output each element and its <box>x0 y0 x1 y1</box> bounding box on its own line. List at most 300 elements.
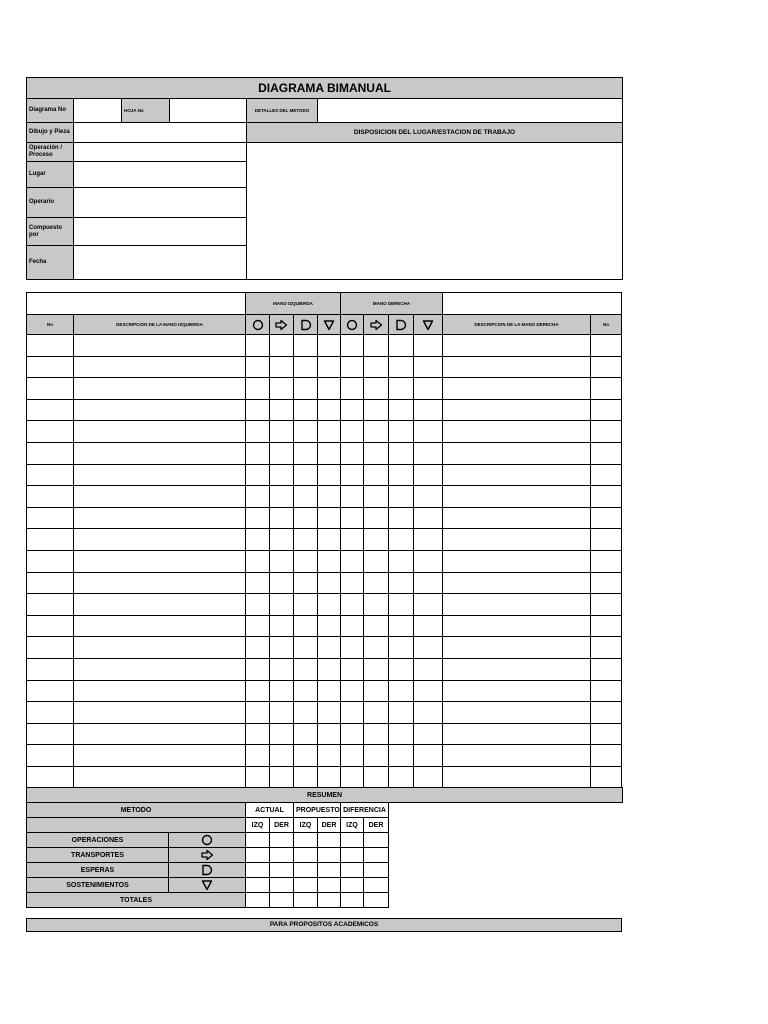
table-cell[interactable] <box>389 680 414 702</box>
table-cell[interactable] <box>389 421 414 443</box>
table-cell[interactable] <box>270 745 294 767</box>
table-cell[interactable] <box>270 421 294 443</box>
table-cell[interactable] <box>364 378 389 400</box>
table-cell[interactable] <box>341 550 364 572</box>
table-cell[interactable] <box>364 486 389 508</box>
table-cell[interactable] <box>74 572 246 594</box>
table-cell[interactable] <box>341 529 364 551</box>
table-cell[interactable] <box>443 550 591 572</box>
table-cell[interactable] <box>27 680 74 702</box>
table-cell[interactable] <box>27 550 74 572</box>
summary-cell[interactable] <box>270 848 294 863</box>
table-cell[interactable] <box>443 356 591 378</box>
table-cell[interactable] <box>294 442 318 464</box>
table-cell[interactable] <box>389 507 414 529</box>
totales-cell[interactable] <box>364 893 389 908</box>
table-cell[interactable] <box>591 723 622 745</box>
table-cell[interactable] <box>27 702 74 724</box>
table-cell[interactable] <box>294 399 318 421</box>
disposicion-area[interactable] <box>247 143 623 280</box>
table-cell[interactable] <box>364 594 389 616</box>
table-cell[interactable] <box>414 615 443 637</box>
table-cell[interactable] <box>443 745 591 767</box>
table-cell[interactable] <box>443 421 591 443</box>
table-cell[interactable] <box>74 399 246 421</box>
summary-cell[interactable] <box>364 878 389 893</box>
summary-cell[interactable] <box>270 863 294 878</box>
table-cell[interactable] <box>294 378 318 400</box>
table-cell[interactable] <box>364 442 389 464</box>
table-cell[interactable] <box>591 442 622 464</box>
table-cell[interactable] <box>318 594 341 616</box>
table-cell[interactable] <box>341 399 364 421</box>
table-cell[interactable] <box>270 572 294 594</box>
table-cell[interactable] <box>27 442 74 464</box>
table-row <box>27 658 622 680</box>
table-cell[interactable] <box>294 335 318 357</box>
table-cell[interactable] <box>341 572 364 594</box>
table-cell[interactable] <box>318 442 341 464</box>
table-cell[interactable] <box>294 658 318 680</box>
propuesto-izq: IZQ <box>294 818 318 833</box>
totales-cell[interactable] <box>294 893 318 908</box>
summary-cell[interactable] <box>270 833 294 848</box>
table-cell[interactable] <box>294 550 318 572</box>
table-cell[interactable] <box>270 442 294 464</box>
table-cell[interactable] <box>414 335 443 357</box>
table-cell[interactable] <box>414 464 443 486</box>
diagrama-no-field[interactable] <box>74 99 122 123</box>
operario-field[interactable] <box>74 188 247 218</box>
summary-cell[interactable] <box>318 848 341 863</box>
table-cell[interactable] <box>318 399 341 421</box>
table-cell[interactable] <box>443 615 591 637</box>
table-cell[interactable] <box>246 550 270 572</box>
summary-cell[interactable] <box>364 833 389 848</box>
table-cell[interactable] <box>389 594 414 616</box>
table-row <box>27 550 622 572</box>
summary-cell[interactable] <box>318 833 341 848</box>
table-cell[interactable] <box>27 637 74 659</box>
table-cell[interactable] <box>389 702 414 724</box>
table-cell[interactable] <box>270 399 294 421</box>
table-cell[interactable] <box>246 507 270 529</box>
table-cell[interactable] <box>389 529 414 551</box>
table-cell[interactable] <box>364 680 389 702</box>
table-cell[interactable] <box>74 442 246 464</box>
table-cell[interactable] <box>364 421 389 443</box>
totales-cell[interactable] <box>318 893 341 908</box>
table-cell[interactable] <box>74 335 246 357</box>
table-cell[interactable] <box>414 378 443 400</box>
summary-cell[interactable] <box>246 863 270 878</box>
table-cell[interactable] <box>246 421 270 443</box>
summary-cell[interactable] <box>341 833 364 848</box>
table-row <box>27 399 622 421</box>
table-cell[interactable] <box>443 507 591 529</box>
table-cell[interactable] <box>27 378 74 400</box>
summary-cell[interactable] <box>246 878 270 893</box>
summary-cell[interactable] <box>294 878 318 893</box>
table-cell[interactable] <box>341 356 364 378</box>
table-cell[interactable] <box>294 637 318 659</box>
table-cell[interactable] <box>74 745 246 767</box>
summary-cell[interactable] <box>270 878 294 893</box>
table-cell[interactable] <box>318 356 341 378</box>
table-row <box>27 615 622 637</box>
table-cell[interactable] <box>294 356 318 378</box>
table-cell[interactable] <box>414 572 443 594</box>
table-row <box>27 335 622 357</box>
table-cell[interactable] <box>341 486 364 508</box>
table-cell[interactable] <box>27 421 74 443</box>
table-cell[interactable] <box>364 637 389 659</box>
table-cell[interactable] <box>246 486 270 508</box>
table-cell[interactable] <box>414 680 443 702</box>
table-cell[interactable] <box>294 594 318 616</box>
table-cell[interactable] <box>74 594 246 616</box>
table-cell[interactable] <box>591 766 622 788</box>
table-cell[interactable] <box>74 529 246 551</box>
table-cell[interactable] <box>341 723 364 745</box>
table-cell[interactable] <box>591 594 622 616</box>
table-cell[interactable] <box>294 421 318 443</box>
table-cell[interactable] <box>414 702 443 724</box>
table-cell[interactable] <box>443 658 591 680</box>
table-cell[interactable] <box>443 399 591 421</box>
dibujo-pieza-field[interactable] <box>74 123 247 143</box>
table-cell[interactable] <box>414 421 443 443</box>
table-cell[interactable] <box>246 356 270 378</box>
table-cell[interactable] <box>443 529 591 551</box>
table-cell[interactable] <box>591 572 622 594</box>
table-cell[interactable] <box>443 442 591 464</box>
table-cell[interactable] <box>414 745 443 767</box>
arrow-right-icon <box>169 848 246 863</box>
table-cell[interactable] <box>246 464 270 486</box>
compuesto-por-field[interactable] <box>74 218 247 246</box>
table-cell[interactable] <box>270 594 294 616</box>
table-cell[interactable] <box>389 486 414 508</box>
totales-cell[interactable] <box>246 893 270 908</box>
summary-cell[interactable] <box>318 878 341 893</box>
table-cell[interactable] <box>364 464 389 486</box>
table-cell[interactable] <box>27 464 74 486</box>
table-cell[interactable] <box>294 529 318 551</box>
table-cell[interactable] <box>341 507 364 529</box>
table-cell[interactable] <box>364 550 389 572</box>
table-cell[interactable] <box>27 766 74 788</box>
table-cell[interactable] <box>318 507 341 529</box>
lugar-field[interactable] <box>74 162 247 188</box>
table-cell[interactable] <box>364 615 389 637</box>
table-cell[interactable] <box>318 421 341 443</box>
table-cell[interactable] <box>443 637 591 659</box>
table-cell[interactable] <box>591 702 622 724</box>
table-cell[interactable] <box>27 723 74 745</box>
table-cell[interactable] <box>591 335 622 357</box>
table-cell[interactable] <box>318 745 341 767</box>
summary-cell[interactable] <box>318 863 341 878</box>
table-cell[interactable] <box>27 356 74 378</box>
table-cell[interactable] <box>246 442 270 464</box>
table-cell[interactable] <box>74 766 246 788</box>
table-cell[interactable] <box>414 637 443 659</box>
table-cell[interactable] <box>341 766 364 788</box>
table-cell[interactable] <box>270 335 294 357</box>
table-cell[interactable] <box>74 550 246 572</box>
table-cell[interactable] <box>414 442 443 464</box>
table-cell[interactable] <box>389 766 414 788</box>
table-cell[interactable] <box>294 723 318 745</box>
table-cell[interactable] <box>364 766 389 788</box>
table-cell[interactable] <box>294 615 318 637</box>
table-cell[interactable] <box>246 335 270 357</box>
table-cell[interactable] <box>246 745 270 767</box>
table-cell[interactable] <box>318 680 341 702</box>
table-cell[interactable] <box>364 356 389 378</box>
table-cell[interactable] <box>294 572 318 594</box>
table-cell[interactable] <box>389 637 414 659</box>
table-cell[interactable] <box>341 615 364 637</box>
table-cell[interactable] <box>389 572 414 594</box>
table-cell[interactable] <box>270 464 294 486</box>
table-cell[interactable] <box>389 378 414 400</box>
table-cell[interactable] <box>270 507 294 529</box>
totales-cell[interactable] <box>341 893 364 908</box>
table-cell[interactable] <box>341 658 364 680</box>
table-cell[interactable] <box>270 680 294 702</box>
table-cell[interactable] <box>270 766 294 788</box>
summary-cell[interactable] <box>341 848 364 863</box>
table-cell[interactable] <box>74 702 246 724</box>
table-cell[interactable] <box>389 723 414 745</box>
table-cell[interactable] <box>318 550 341 572</box>
table-cell[interactable] <box>591 658 622 680</box>
table-cell[interactable] <box>270 356 294 378</box>
table-cell[interactable] <box>318 766 341 788</box>
table-cell[interactable] <box>591 507 622 529</box>
fecha-field[interactable] <box>74 246 247 280</box>
table-cell[interactable] <box>364 702 389 724</box>
table-cell[interactable] <box>591 745 622 767</box>
table-cell[interactable] <box>74 486 246 508</box>
table-cell[interactable] <box>27 658 74 680</box>
table-cell[interactable] <box>591 680 622 702</box>
table-cell[interactable] <box>246 723 270 745</box>
table-cell[interactable] <box>246 399 270 421</box>
summary-cell[interactable] <box>341 878 364 893</box>
table-cell[interactable] <box>318 335 341 357</box>
table-cell[interactable] <box>74 723 246 745</box>
table-cell[interactable] <box>74 507 246 529</box>
summary-cell[interactable] <box>246 833 270 848</box>
detalles-metodo-field[interactable] <box>318 99 622 122</box>
table-cell[interactable] <box>414 529 443 551</box>
table-cell[interactable] <box>414 594 443 616</box>
table-cell[interactable] <box>294 507 318 529</box>
table-cell[interactable] <box>414 658 443 680</box>
table-cell[interactable] <box>246 378 270 400</box>
table-cell[interactable] <box>246 637 270 659</box>
table-cell[interactable] <box>318 464 341 486</box>
actual-der: DER <box>270 818 294 833</box>
table-cell[interactable] <box>591 421 622 443</box>
table-cell[interactable] <box>364 723 389 745</box>
summary-cell[interactable] <box>364 863 389 878</box>
table-cell[interactable] <box>318 378 341 400</box>
table-cell[interactable] <box>318 486 341 508</box>
table-cell[interactable] <box>27 507 74 529</box>
table-cell[interactable] <box>27 745 74 767</box>
table-cell[interactable] <box>74 356 246 378</box>
table-cell[interactable] <box>341 594 364 616</box>
table-cell[interactable] <box>27 529 74 551</box>
table-cell[interactable] <box>246 529 270 551</box>
table-cell[interactable] <box>364 658 389 680</box>
table-cell[interactable] <box>74 658 246 680</box>
table-cell[interactable] <box>591 529 622 551</box>
operacion-proceso-field[interactable] <box>74 143 247 162</box>
table-cell[interactable] <box>591 637 622 659</box>
table-cell[interactable] <box>591 486 622 508</box>
table-cell[interactable] <box>591 378 622 400</box>
table-cell[interactable] <box>591 550 622 572</box>
table-cell[interactable] <box>389 356 414 378</box>
summary-cell[interactable] <box>341 863 364 878</box>
table-cell[interactable] <box>318 637 341 659</box>
summary-cell[interactable] <box>294 833 318 848</box>
table-cell[interactable] <box>270 723 294 745</box>
table-cell[interactable] <box>364 572 389 594</box>
table-cell[interactable] <box>389 335 414 357</box>
table-cell[interactable] <box>341 745 364 767</box>
table-cell[interactable] <box>74 680 246 702</box>
table-cell[interactable] <box>341 680 364 702</box>
table-cell[interactable] <box>389 615 414 637</box>
table-cell[interactable] <box>318 723 341 745</box>
table-cell[interactable] <box>294 680 318 702</box>
table-cell[interactable] <box>294 745 318 767</box>
table-cell[interactable] <box>74 637 246 659</box>
table-cell[interactable] <box>270 637 294 659</box>
table-cell[interactable] <box>443 572 591 594</box>
table-cell[interactable] <box>414 550 443 572</box>
table-cell[interactable] <box>443 486 591 508</box>
table-cell[interactable] <box>270 702 294 724</box>
table-cell[interactable] <box>74 615 246 637</box>
table-cell[interactable] <box>414 507 443 529</box>
table-cell[interactable] <box>74 421 246 443</box>
table-cell[interactable] <box>443 702 591 724</box>
table-cell[interactable] <box>389 464 414 486</box>
summary-cell[interactable] <box>246 848 270 863</box>
table-cell[interactable] <box>364 745 389 767</box>
table-cell[interactable] <box>443 594 591 616</box>
table-cell[interactable] <box>294 486 318 508</box>
table-cell[interactable] <box>270 378 294 400</box>
table-cell[interactable] <box>591 464 622 486</box>
table-cell[interactable] <box>294 464 318 486</box>
table-cell[interactable] <box>414 723 443 745</box>
table-cell[interactable] <box>270 486 294 508</box>
table-cell[interactable] <box>270 550 294 572</box>
table-cell[interactable] <box>389 399 414 421</box>
table-cell[interactable] <box>341 378 364 400</box>
summary-cell[interactable] <box>294 848 318 863</box>
table-cell[interactable] <box>443 378 591 400</box>
table-cell[interactable] <box>27 486 74 508</box>
table-cell[interactable] <box>318 572 341 594</box>
table-cell[interactable] <box>341 442 364 464</box>
table-cell[interactable] <box>318 658 341 680</box>
table-cell[interactable] <box>27 399 74 421</box>
table-cell[interactable] <box>246 615 270 637</box>
table-cell[interactable] <box>74 378 246 400</box>
table-cell[interactable] <box>270 658 294 680</box>
table-cell[interactable] <box>443 464 591 486</box>
table-cell[interactable] <box>318 702 341 724</box>
table-cell[interactable] <box>443 335 591 357</box>
table-cell[interactable] <box>246 594 270 616</box>
table-cell[interactable] <box>294 702 318 724</box>
summary-cell[interactable] <box>294 863 318 878</box>
table-cell[interactable] <box>318 615 341 637</box>
table-cell[interactable] <box>246 702 270 724</box>
table-cell[interactable] <box>246 572 270 594</box>
table-cell[interactable] <box>443 766 591 788</box>
table-cell[interactable] <box>389 745 414 767</box>
table-cell[interactable] <box>364 507 389 529</box>
table-cell[interactable] <box>591 615 622 637</box>
table-cell[interactable] <box>591 356 622 378</box>
table-cell[interactable] <box>246 658 270 680</box>
table-cell[interactable] <box>443 723 591 745</box>
table-cell[interactable] <box>341 702 364 724</box>
table-cell[interactable] <box>591 399 622 421</box>
table-cell[interactable] <box>414 356 443 378</box>
table-cell[interactable] <box>443 680 591 702</box>
table-cell[interactable] <box>389 550 414 572</box>
table-cell[interactable] <box>364 399 389 421</box>
table-cell[interactable] <box>341 464 364 486</box>
table-cell[interactable] <box>389 442 414 464</box>
table-cell[interactable] <box>27 615 74 637</box>
table-cell[interactable] <box>389 658 414 680</box>
table-cell[interactable] <box>246 766 270 788</box>
table-cell[interactable] <box>246 680 270 702</box>
table-cell[interactable] <box>414 486 443 508</box>
table-cell[interactable] <box>341 335 364 357</box>
table-cell[interactable] <box>270 529 294 551</box>
table-cell[interactable] <box>414 766 443 788</box>
table-cell[interactable] <box>414 399 443 421</box>
table-cell[interactable] <box>74 464 246 486</box>
table-cell[interactable] <box>294 766 318 788</box>
table-cell[interactable] <box>341 637 364 659</box>
table-cell[interactable] <box>270 615 294 637</box>
summary-cell[interactable] <box>364 848 389 863</box>
table-cell[interactable] <box>364 335 389 357</box>
totales-cell[interactable] <box>270 893 294 908</box>
table-cell[interactable] <box>27 335 74 357</box>
hoja-no-field[interactable] <box>170 99 247 123</box>
table-cell[interactable] <box>318 529 341 551</box>
table-cell[interactable] <box>27 572 74 594</box>
table-cell[interactable] <box>364 529 389 551</box>
table-cell[interactable] <box>27 594 74 616</box>
table-cell[interactable] <box>341 421 364 443</box>
